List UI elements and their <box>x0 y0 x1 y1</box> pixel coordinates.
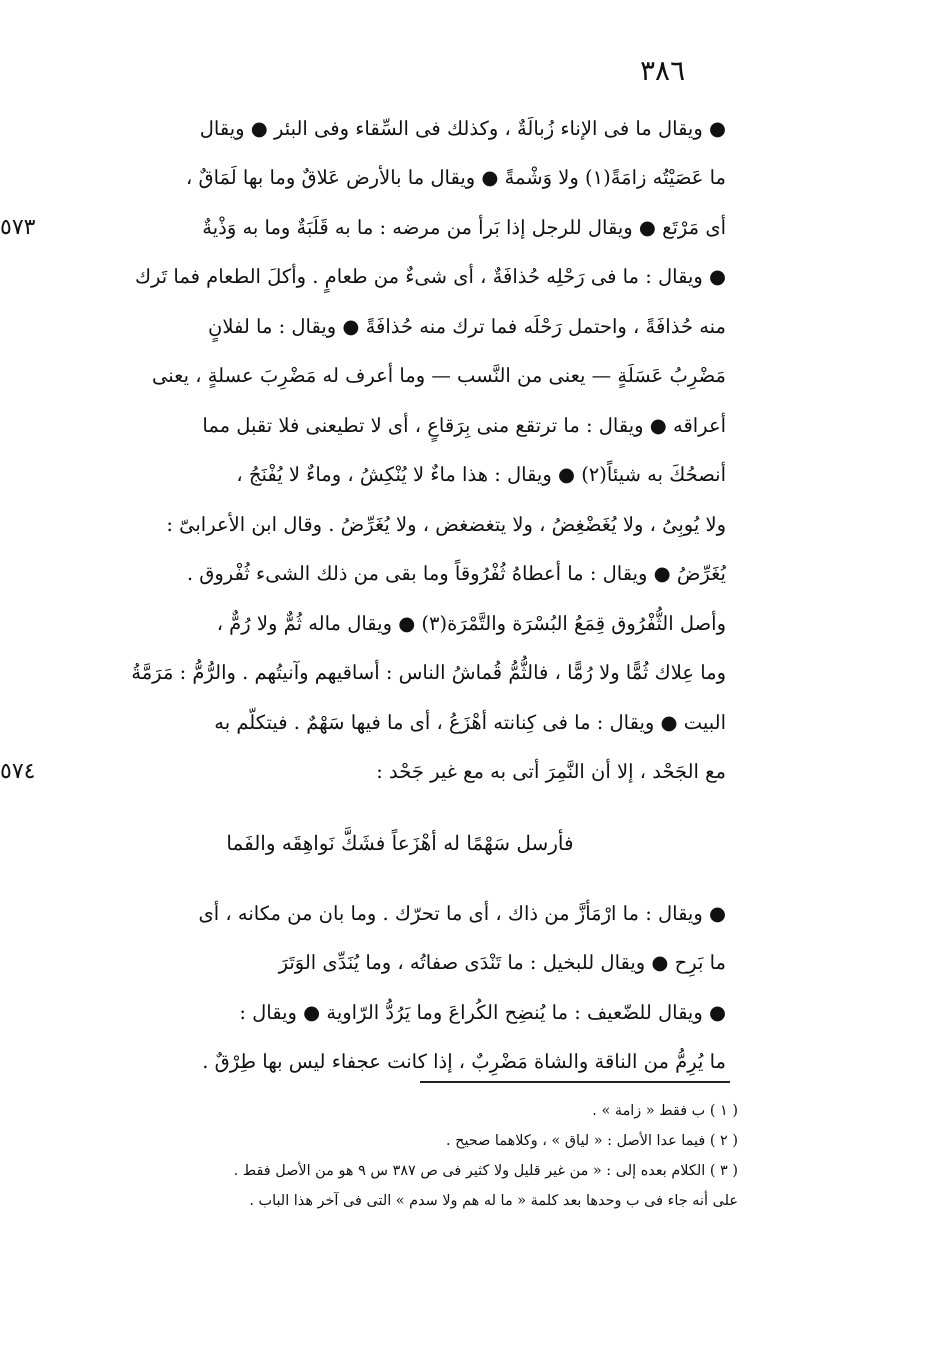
text-line <box>74 649 726 699</box>
text-line <box>74 154 726 204</box>
footnotes <box>88 1096 738 1216</box>
line-text: يُغَرِّضُ ● ويقال : ما أعطاهُ ثُفْرُوقاً وما بقى من ذلك الشىء ثُفْروق . <box>186 562 726 586</box>
text-line <box>74 302 726 352</box>
text-line <box>0 748 726 798</box>
text-line <box>74 698 726 748</box>
text-line <box>74 451 726 501</box>
text-line <box>74 253 726 303</box>
text-line <box>74 889 726 939</box>
main-text <box>0 104 726 1087</box>
line-text: أى مَرْتَع ● ويقال للرجل إذا بَرأ من مرضه : ما به قَلَبَةٌ وما به وَذْيةٌ <box>202 215 726 239</box>
poetry-verse <box>74 797 726 889</box>
line-text: ● ويقال : ما ارْمَأزَّ من ذاك ، أى ما تحرّك . وما بان من مكانه ، أى <box>198 901 726 925</box>
line-text: وأصل الثُّفْرُوق قِمَعُ البُسْرَة والتَّمْرَة(٣) ● ويقال ماله ثُمٌّ ولا رُمٌّ ، <box>216 611 726 635</box>
line-text: البيت ● ويقال : ما فى كِنانته أهْزَعُ ، أى ما فيها سَهْمٌ . فيتكلّم به <box>214 710 726 734</box>
margin-entry-number: ٥٧٤ <box>0 759 36 785</box>
footnote-2: ( ٢ ) فيما عدا الأصل : « لياق » ، وكلاهما صحيح . <box>445 1133 738 1149</box>
text-line <box>74 401 726 451</box>
text-line <box>74 939 726 989</box>
margin-entry-number: ٥٧٣ <box>0 214 36 240</box>
page-number: ٣٨٦ <box>640 54 686 87</box>
line-text: ● ويقال ما فى الإناء زُبالَةٌ ، وكذلك فى السِّقاء وفى البئر ● ويقال <box>199 116 726 140</box>
line-text: ما بَرِح ● ويقال للبخيل : ما تَنْدَى صفاتُه ، وما يُنَدِّى الوَتَرَ <box>278 951 726 975</box>
verse-text: فأرسل سَهْمًا له أهْزَعاً فشَكَّ نَواهِقَه والفَما <box>226 831 574 855</box>
line-text: مَضْرِبُ عَسَلَةٍ — يعنى من النَّسب — وما أعرف له مَضْرِبَ عسلةٍ ، يعنى <box>152 364 726 388</box>
text-line <box>74 599 726 649</box>
text-line <box>74 550 726 600</box>
text-line <box>74 104 726 154</box>
line-text: وما عِلاك ثُمًّا ولا رُمًّا ، فالثُّمُّ قُماشُ الناس : أساقيهم وآنيتُهم . والرُّمُّ : مَرَمَّةُ <box>131 661 726 685</box>
footnote-3-continuation: على أنه جاء فى ب وحدها بعد كلمة « ما له هم ولا سدم » التى فى آخر هذا الباب . <box>249 1193 738 1209</box>
line-text: منه حُذافَةً ، واحتمل رَحْلَه فما ترك منه حُذافَةً ● ويقال : ما لفلانٍ <box>208 314 726 338</box>
line-text: ● ويقال : ما فى رَحْلِه حُذافَةٌ ، أى شىءٌ من طعامٍ . وأكلَ الطعام فما تَرك <box>134 265 726 289</box>
text-line <box>74 352 726 402</box>
footnote-1: ( ١ ) ب فقط « زامة » . <box>592 1103 738 1119</box>
line-text: مع الجَحْد ، إلا أن النَّمِرَ أتى به مع غير جَحْد : <box>376 760 726 784</box>
text-line <box>74 1038 726 1088</box>
footnote-divider <box>420 1081 730 1083</box>
line-text: أعراقه ● ويقال : ما ترتقع منى بِرَقاعٍ ، أى لا تطيعنى فلا تقبل مما <box>202 413 726 437</box>
text-line <box>0 203 726 253</box>
line-text: ولا يُوبِىُ ، ولا يُغَضْغِضُ ، ولا يتغضغض ، ولا يُغَرِّضُ . وقال ابن الأعرابىّ : <box>166 512 726 536</box>
footnote-3: ( ٣ ) الكلام بعده إلى : « من غير قليل ولا كثير فى ص ٣٨٧ س ٩ هو من الأصل فقط . <box>233 1163 738 1179</box>
line-text: ما يُرِمُّ من الناقة والشاة مَضْرِبٌ ، إذا كانت عجفاء ليس بها طِرْقٌ . <box>202 1050 726 1074</box>
text-line <box>74 500 726 550</box>
line-text: ● ويقال للضّعيف : ما يُنضِح الكُراعَ وما يَرُدُّ الرّاوية ● ويقال : <box>239 1000 726 1024</box>
line-text: أنصحُكَ به شيئاً(٢) ● ويقال : هذا ماءٌ لا يُنْكِشُ ، وماءٌ لا يُفْنَجُ ، <box>236 463 726 487</box>
line-text: ما عَصَيْتُه زامَةً(١) ولا وَشْمةً ● ويقال ما بالأرض عَلاقٌ وما بها لَمَاقٌ ، <box>185 166 726 190</box>
text-line <box>74 988 726 1038</box>
